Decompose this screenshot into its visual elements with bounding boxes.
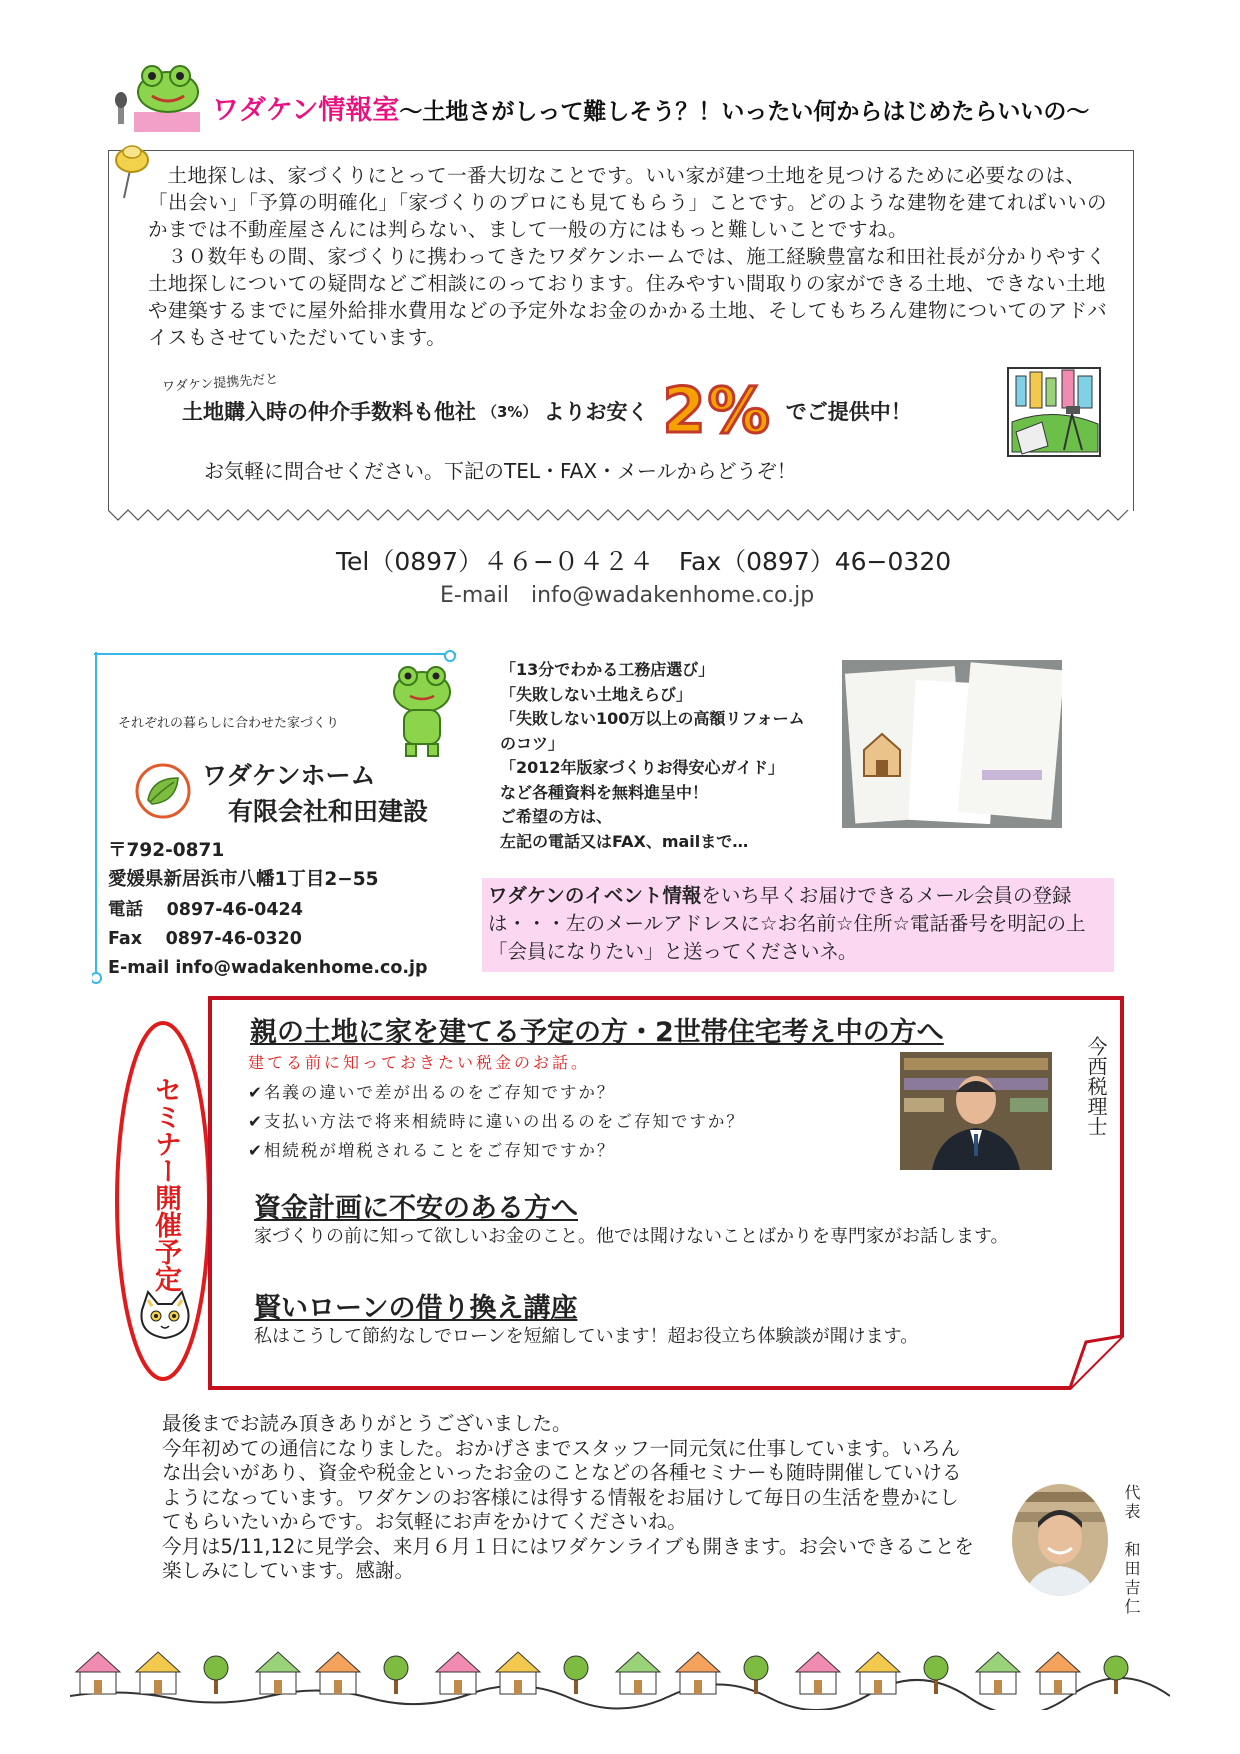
postal-code: 〒792-0871 xyxy=(108,840,225,861)
seminar-checklist xyxy=(248,1078,745,1165)
company-legal-name: 有限会社和田建設 xyxy=(228,797,429,826)
checklist-item: ✔相続税が増税されることをご存知ですか？ xyxy=(248,1141,616,1160)
town-border-illustration xyxy=(70,1630,1170,1710)
seminar-desc-3: 私はこうして節約なしでローンを短縮しています！超お役立ち体験談が聞けます。 xyxy=(254,1326,919,1347)
closing-line: 今年初めての通信になりました。おかげさまでスタッフ一同元気に仕事しています。いろんな出会いがあり、資金や税金といったお金のことなどの各種セミナーも随時開催していけるようになっています。ワダケンのお客様には得する情報をお届けして毎日の生活を豊かにしてもらいたいからです。お気軽にお声をかけてくださいね。 xyxy=(162,1436,962,1533)
header-title xyxy=(212,88,1089,127)
house-icon xyxy=(256,1652,300,1694)
fee-other: （3%） xyxy=(482,402,538,421)
seminar-title-3: 賢いローンの借り換え講座 xyxy=(254,1293,578,1324)
house-icon xyxy=(136,1652,180,1694)
surveying-illustration xyxy=(1002,362,1106,462)
house-icon xyxy=(76,1652,120,1694)
representative-signature: 代表 和田吉仁 xyxy=(1122,1484,1141,1617)
email-line: E-mail info@wadakenhome.co.jp xyxy=(440,583,815,608)
booklet-line: ご希望の方は、 xyxy=(500,807,613,826)
frog-mascot-icon xyxy=(386,662,458,758)
closing-line: 今月は5/11,12に見学会、来月６月１日にはワダケンライブも開きます。お会いできることを楽しみにしています。感謝。 xyxy=(162,1534,974,1582)
brand-title: ワダケン情報室 xyxy=(212,95,400,126)
booklet-line: 「13分でわかる工務店選び」 xyxy=(500,660,715,679)
tree-icon xyxy=(1104,1656,1128,1694)
booklet-line: 「2012年版家づくりお得安心ガイド」 xyxy=(500,758,785,777)
checklist-item: ✔支払い方法で将来相続時に違いの出るのをご存知ですか？ xyxy=(248,1112,745,1131)
partner-note: ワダケン提携先だと xyxy=(161,371,279,396)
info-text xyxy=(148,162,1108,351)
contact-block xyxy=(108,896,428,983)
tree-icon xyxy=(204,1656,228,1694)
address: 愛媛県新居浜市八幡1丁目2−55 xyxy=(108,869,379,890)
fee-post: でご提供中！ xyxy=(785,400,912,424)
booklet-line: など各種資料を無料進呈中！ xyxy=(500,782,709,802)
seminar-title-1: 親の土地に家を建てる予定の方・2世帯住宅考え中の方へ xyxy=(250,1017,944,1048)
speaker-photo xyxy=(900,1052,1052,1170)
tagline: それぞれの暮らしに合わせた家づくり xyxy=(118,716,340,731)
house-icon xyxy=(436,1652,480,1694)
house-icon xyxy=(496,1652,540,1694)
representative-photo xyxy=(1010,1482,1110,1598)
phone: 電話 0897-46-0424 xyxy=(108,900,303,920)
booklet-line: のコツ」 xyxy=(500,733,565,753)
tree-icon xyxy=(564,1656,588,1694)
house-icon xyxy=(856,1652,900,1694)
seminar-label: セミナー開催予定 xyxy=(150,1076,181,1292)
info-paragraph: 土地探しは、家づくりにとって一番大切なことです。いい家が建つ土地を見つけるために必要なのは、「出会い」「予算の明確化」「家づくりのプロにも見てもらう」ことです。どのような建物を建てればいいのかまでは不動産屋さんには判らない、まして一般の方にはもっと難しいことですね。 xyxy=(148,164,1107,241)
frog-microphone-icon xyxy=(112,62,208,134)
fee-line xyxy=(182,374,912,447)
house-icon xyxy=(616,1652,660,1694)
house-icon xyxy=(796,1652,840,1694)
booklet-line: 左記の電話又はFAX、mailまで… xyxy=(500,831,749,851)
closing-line: 最後までお読み頂きありがとうございました。 xyxy=(162,1412,572,1435)
seminar-intro: 建てる前に知っておきたい税金のお話。 xyxy=(248,1053,591,1072)
house-icon xyxy=(316,1652,360,1694)
seminar-desc-2: 家づくりの前に知って欲しいお金のこと。他では聞けないことばかりを専門家がお話します。 xyxy=(254,1226,1009,1247)
email[interactable]: E-mail info@wadakenhome.co.jp xyxy=(108,958,428,978)
zigzag-edge xyxy=(108,508,1134,522)
booklets-text xyxy=(500,658,805,854)
event-text xyxy=(488,882,1108,966)
fee-mid: よりお安く xyxy=(543,400,649,424)
cat-face-icon xyxy=(134,1288,196,1342)
booklet-line: 「失敗しない100万以上の高額リフォーム xyxy=(500,709,805,728)
event-lead: ワダケンのイベント情報 xyxy=(488,884,702,907)
checklist-item: ✔名義の違いで差が出るのをご存知ですか？ xyxy=(248,1083,616,1102)
closing-message xyxy=(162,1412,1022,1584)
leaf-logo-icon xyxy=(134,762,192,820)
tel-fax-line: Tel（0897）４６−０４２４ Fax（0897）46−0320 xyxy=(336,547,952,576)
speaker-name: 今西税理士 xyxy=(1084,1036,1108,1136)
event-body: をいち早くお届けできるメール会員の登録は・・・左のメールアドレスに☆お名前☆住所☆電話番号を明記の上「会員になりたい」と送ってくださいネ。 xyxy=(488,884,1086,963)
fee-pre: 土地購入時の仲介手数料も他社 xyxy=(182,400,476,424)
tree-icon xyxy=(924,1656,948,1694)
company-name: ワダケンホーム xyxy=(202,761,376,790)
fee-percent: 2% xyxy=(662,374,772,447)
header-subtitle: ～土地さがしって難しそう？！いったい何からはじめたらいいの～ xyxy=(399,99,1090,125)
booklet-line: 「失敗しない土地えらび」 xyxy=(500,684,693,704)
contact-prompt: お気軽に問合せください。下記のTEL・FAX・メールからどうぞ！ xyxy=(204,459,797,483)
info-paragraph: ３０数年もの間、家づくりに携わってきたワダケンホームでは、施工経験豊富な和田社長が分かりやすく土地探しについての疑問などご相談にのっております。住みやすい間取りの家ができる土地、できない土地や建築するまでに屋外給排水費用などの予定外なお金のかかる土地、そしてもちろん建物についてのアドバイスもさせていただいています。 xyxy=(148,245,1108,349)
house-icon xyxy=(976,1652,1020,1694)
house-icon xyxy=(676,1652,720,1694)
tree-icon xyxy=(384,1656,408,1694)
fax: Fax 0897-46-0320 xyxy=(108,929,302,949)
address-block xyxy=(108,836,379,894)
booklets-photo xyxy=(842,660,1062,828)
house-icon xyxy=(1036,1652,1080,1694)
seminar-title-2: 資金計画に不安のある方へ xyxy=(254,1193,578,1224)
